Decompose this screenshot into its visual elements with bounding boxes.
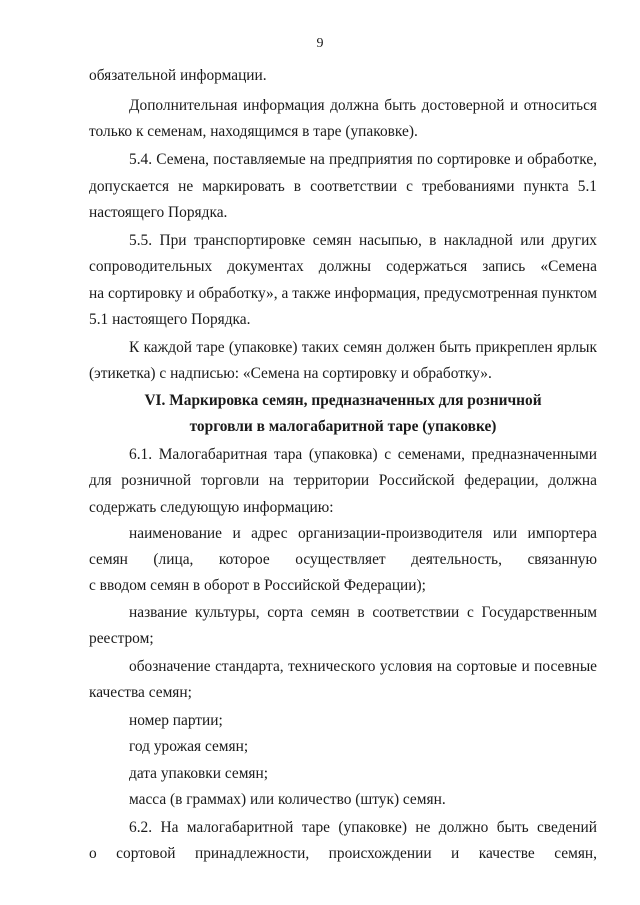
text-line: содержать следующую информацию: [89, 499, 334, 516]
text-line: 5.5. При транспортировке семян насыпью, в накладной или других [129, 232, 597, 249]
text-line: сопроводительных документах должны содержаться запись «Семена [89, 258, 597, 275]
text-line: о сортовой принадлежности, происхождении и качестве семян, [89, 845, 597, 862]
text-line: реестром; [89, 630, 154, 647]
list-item: год урожая семян; [129, 738, 249, 755]
text-line: семян (лица, которое осуществляет деятельность, связанную [89, 551, 597, 568]
text-line: Дополнительная информация должна быть достоверной и относиться [129, 97, 597, 114]
text-line: наименование и адрес организации-производителя или импортера [129, 525, 597, 542]
list-item: дата упаковки семян; [129, 765, 269, 782]
text-line: 6.1. Малогабаритная тара (упаковка) с семенами, предназначенными [129, 446, 597, 463]
text-line: К каждой таре (упаковке) таких семян должен быть прикреплен ярлык [129, 339, 597, 356]
section-heading: VI. Маркировка семян, предназначенных для розничной [144, 392, 542, 409]
text-line: обязательной информации. [89, 67, 267, 84]
text-line: качества семян; [89, 684, 192, 701]
text-line: только к семенам, находящимся в таре (упаковке). [89, 123, 418, 140]
text-line: 5.1 настоящего Порядка. [89, 311, 251, 328]
page-number: 9 [316, 36, 324, 51]
text-line: настоящего Порядка. [89, 204, 228, 221]
list-item: номер партии; [129, 712, 223, 729]
section-heading: торговли в малогабаритной таре (упаковке) [189, 418, 497, 435]
text-line: 6.2. На малогабаритной таре (упаковке) не должно быть сведений [129, 819, 597, 836]
text-line: название культуры, сорта семян в соответствии с Государственным [129, 604, 597, 621]
text-line: допускается не маркировать в соответствии с требованиями пункта 5.1 [89, 178, 597, 195]
text-line: обозначение стандарта, технического условия на сортовые и посевные [129, 658, 597, 675]
text-line: 5.4. Семена, поставляемые на предприятия по сортировке и обработке, [129, 151, 597, 168]
text-line: с вводом семян в оборот в Российской Федерации); [89, 577, 426, 594]
text-line: (этикетка) с надписью: «Семена на сортировку и обработку». [89, 365, 492, 382]
list-item: масса (в граммах) или количество (штук) семян. [129, 791, 446, 808]
text-line: на сортировку и обработку», а также информация, предусмотренная пунктом [89, 285, 597, 302]
text-line: для розничной торговли на территории Российской федерации, должна [89, 472, 597, 489]
